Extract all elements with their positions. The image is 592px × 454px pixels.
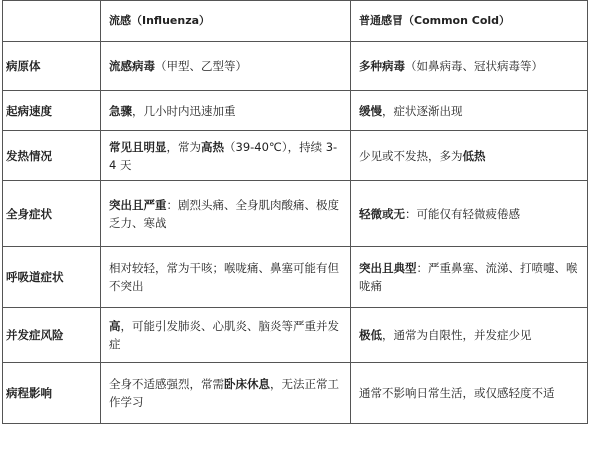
cell-text: ，无法正常工作学习	[109, 377, 339, 409]
header-row	[3, 1, 588, 42]
influenza-cell	[101, 308, 351, 363]
common-cold-cell	[351, 131, 588, 181]
cell-text: （甲型、乙型等）	[155, 59, 247, 73]
cell-text: （如鼻病毒、冠状病毒等）	[405, 59, 543, 73]
influenza-cell	[101, 363, 351, 424]
row-label: 发热情况	[3, 131, 101, 181]
cell-text: ：剧烈头痛、全身肌肉酸痛、极度乏力、寒战	[109, 197, 339, 230]
emphasis-text: 卧床休息	[224, 377, 270, 391]
table-row	[3, 42, 588, 91]
common-cold-cell	[351, 363, 588, 424]
header-influenza: 流感（Influenza）	[101, 1, 351, 42]
row-label: 病程影响	[3, 363, 101, 424]
emphasis-text: 多种病毒	[359, 59, 405, 73]
common-cold-cell	[351, 42, 588, 91]
cell-text: ：可能仅有轻微疲倦感	[405, 206, 520, 221]
table-row	[3, 181, 588, 247]
cell-text: ，几小时内迅速加重	[132, 103, 236, 118]
emphasis-text: 突出且严重	[109, 197, 167, 212]
influenza-cell	[101, 181, 351, 247]
row-label: 并发症风险	[3, 308, 101, 363]
emphasis-text: 高	[109, 319, 121, 333]
common-cold-cell	[351, 181, 588, 247]
cell-text: 全身不适感强烈，常需	[109, 377, 224, 391]
table-row	[3, 308, 588, 363]
cell-text: ，常为	[166, 139, 201, 154]
comparison-table-container	[2, 0, 588, 424]
emphasis-text: 低热	[462, 148, 486, 163]
table-row	[3, 247, 588, 308]
influenza-cell	[101, 91, 351, 131]
emphasis-text: 突出且典型	[359, 261, 417, 275]
row-label: 病原体	[3, 42, 101, 91]
row-label: 呼吸道症状	[3, 247, 101, 308]
header-common-cold: 普通感冒（Common Cold）	[351, 1, 588, 42]
emphasis-text: 缓慢	[359, 103, 382, 118]
cell-text: ，可能引发肺炎、心肌炎、脑炎等严重并发症	[109, 319, 339, 351]
comparison-table	[2, 0, 588, 424]
emphasis-text: 轻微或无	[359, 206, 405, 221]
emphasis-text: 高热	[201, 139, 224, 154]
influenza-cell	[101, 42, 351, 91]
cell-text: 少见或不发热，多为	[359, 148, 463, 163]
emphasis-text: 流感病毒	[109, 59, 155, 73]
cell-text: （39-40℃），持续 3-4 天	[109, 139, 338, 172]
emphasis-text: 急骤	[109, 103, 132, 118]
row-label: 全身症状	[3, 181, 101, 247]
common-cold-cell	[351, 308, 588, 363]
emphasis-text: 常见且明显	[109, 139, 167, 154]
table-row	[3, 91, 588, 131]
common-cold-cell	[351, 247, 588, 308]
cell-text: ，通常为自限性，并发症少见	[382, 328, 532, 342]
cell-text: 相对较轻，常为干咳；喉咙痛、鼻塞可能有但不突出	[109, 261, 339, 293]
table-row	[3, 363, 588, 424]
influenza-cell	[101, 131, 351, 181]
row-label: 起病速度	[3, 91, 101, 131]
emphasis-text: 极低	[359, 328, 382, 342]
influenza-cell	[101, 247, 351, 308]
table-row	[3, 131, 588, 181]
cell-text: ：严重鼻塞、流涕、打喷嚏、喉咙痛	[359, 261, 578, 293]
cell-text: ，症状逐渐出现	[382, 103, 463, 118]
cell-text: 通常不影响日常生活，或仅感轻度不适	[359, 386, 555, 400]
common-cold-cell	[351, 91, 588, 131]
header-empty-cell	[3, 1, 101, 42]
